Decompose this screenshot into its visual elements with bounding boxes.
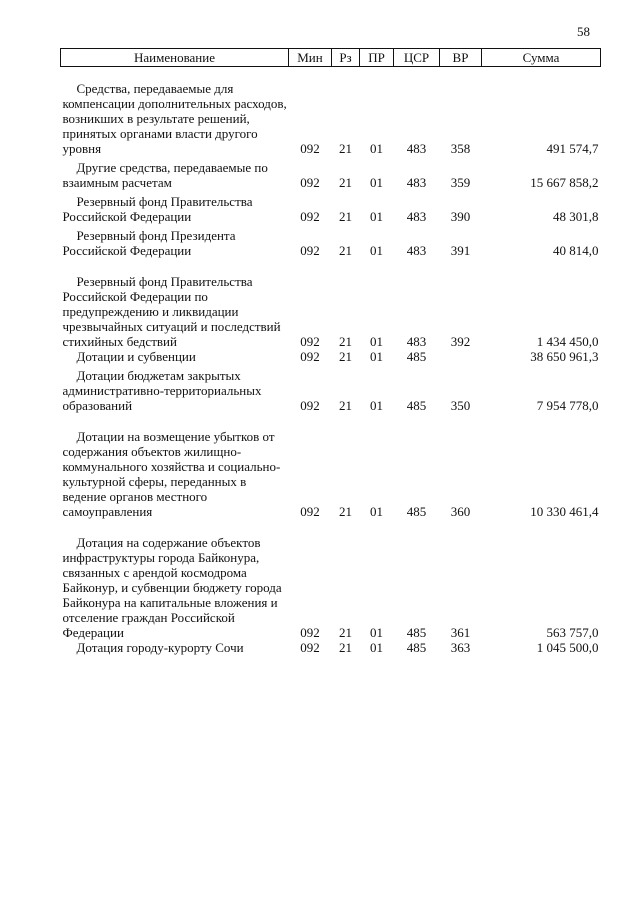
header-pr: ПР — [360, 49, 394, 67]
row-csr: 485 — [406, 504, 427, 519]
header-sum: Сумма — [482, 49, 601, 67]
row-rz: 21 — [339, 625, 352, 640]
row-name — [61, 519, 289, 640]
row-min: 092 — [300, 349, 320, 364]
row-name — [61, 640, 289, 655]
row-vr: 358 — [450, 141, 471, 156]
row-sum: 563 757,0 — [546, 625, 599, 640]
table-row — [61, 519, 601, 640]
row-pr: 01 — [370, 141, 383, 156]
row-vr: 391 — [450, 243, 471, 258]
row-min: 092 — [300, 640, 320, 655]
row-name — [61, 258, 289, 349]
row-sum: 48 301,8 — [553, 209, 599, 224]
row-rz: 21 — [339, 349, 352, 364]
row-pr: 01 — [370, 398, 383, 413]
row-csr: 483 — [406, 243, 427, 258]
row-min: 092 — [300, 209, 320, 224]
row-name — [61, 413, 289, 519]
row-rz: 21 — [339, 209, 352, 224]
row-rz: 21 — [339, 175, 352, 190]
table-row — [61, 67, 601, 157]
header-vr: ВР — [440, 49, 482, 67]
table-row — [61, 413, 601, 519]
row-name — [61, 156, 289, 190]
row-vr: 363 — [450, 640, 471, 655]
row-min: 092 — [300, 398, 320, 413]
table-row — [61, 349, 601, 364]
row-rz: 21 — [339, 504, 352, 519]
table-row — [61, 190, 601, 224]
row-sum: 15 667 858,2 — [530, 175, 599, 190]
table-row — [61, 640, 601, 655]
row-min: 092 — [300, 625, 320, 640]
row-rz: 21 — [339, 398, 352, 413]
row-name-text: Другие средства, передаваемые по взаимным расчетам — [62, 160, 268, 190]
row-csr: 483 — [406, 209, 427, 224]
row-vr — [440, 349, 482, 364]
row-sum: 491 574,7 — [546, 141, 599, 156]
table-header — [61, 49, 601, 67]
row-vr: 361 — [450, 625, 471, 640]
row-name-text: Дотация городу-курорту Сочи — [76, 640, 244, 655]
row-min: 092 — [300, 243, 320, 258]
row-min: 092 — [300, 175, 320, 190]
row-csr: 485 — [406, 398, 427, 413]
row-csr: 485 — [406, 349, 427, 364]
row-rz: 21 — [339, 141, 352, 156]
row-sum: 38 650 961,3 — [530, 349, 599, 364]
row-pr: 01 — [370, 334, 383, 349]
row-rz: 21 — [339, 334, 352, 349]
row-name-text: Резервный фонд Правительства Российской Федерации по предупреждению и ликвидации чрезвычайных ситуаций и последствий стихийных бедствий — [62, 274, 281, 349]
row-pr: 01 — [370, 209, 383, 224]
row-pr: 01 — [370, 349, 383, 364]
row-rz: 21 — [339, 640, 352, 655]
row-name — [61, 364, 289, 413]
row-vr: 390 — [450, 209, 471, 224]
row-csr: 483 — [406, 334, 427, 349]
row-csr: 483 — [406, 141, 427, 156]
row-name — [61, 349, 289, 364]
row-name-text: Дотации бюджетам закрытых административно-территориальных образований — [62, 368, 262, 413]
row-vr: 392 — [450, 334, 471, 349]
row-min: 092 — [300, 334, 320, 349]
table-row — [61, 258, 601, 349]
row-min: 092 — [300, 141, 320, 156]
header-rz: Рз — [332, 49, 360, 67]
row-rz: 21 — [339, 243, 352, 258]
row-name-text: Дотации и субвенции — [76, 349, 196, 364]
row-pr: 01 — [370, 640, 383, 655]
row-sum: 7 954 778,0 — [536, 398, 599, 413]
row-name-text: Дотации на возмещение убытков от содержания объектов жилищно-коммунального хозяйства и социально-культурной сферы, переданных в ведение органов местного самоуправления — [62, 429, 281, 519]
row-name-text: Резервный фонд Президента Российской Федерации — [62, 228, 236, 258]
row-sum: 40 814,0 — [553, 243, 599, 258]
row-name — [61, 190, 289, 224]
row-csr: 483 — [406, 175, 427, 190]
row-csr: 485 — [406, 640, 427, 655]
row-sum: 10 330 461,4 — [530, 504, 599, 519]
row-pr: 01 — [370, 625, 383, 640]
row-sum: 1 434 450,0 — [536, 334, 599, 349]
table-row — [61, 156, 601, 190]
row-name — [61, 224, 289, 258]
row-csr: 485 — [406, 625, 427, 640]
header-name: Наименование — [61, 49, 289, 67]
header-min: Мин — [289, 49, 332, 67]
page-number: 58 — [577, 24, 590, 39]
table-body — [61, 67, 601, 656]
budget-table — [60, 48, 601, 655]
row-vr: 350 — [450, 398, 471, 413]
row-name-text: Резервный фонд Правительства Российской Федерации — [62, 194, 253, 224]
budget-table-container — [60, 48, 600, 655]
row-pr: 01 — [370, 175, 383, 190]
row-pr: 01 — [370, 504, 383, 519]
row-name — [61, 67, 289, 157]
row-min: 092 — [300, 504, 320, 519]
table-row — [61, 364, 601, 413]
row-name-text: Средства, передаваемые для компенсации дополнительных расходов, возникших в результате решений, принятых органами власти другого уровня — [62, 81, 287, 156]
row-name-text: Дотация на содержание объектов инфраструктуры города Байконура, связанных с арендой космодрома Байконур, и субвенции бюджету города Байконура на капитальные вложения и отселение граждан Российской Федерации — [62, 535, 282, 640]
row-pr: 01 — [370, 243, 383, 258]
table-row — [61, 224, 601, 258]
row-sum: 1 045 500,0 — [536, 640, 599, 655]
row-vr: 360 — [450, 504, 471, 519]
header-csr: ЦСР — [394, 49, 440, 67]
row-vr: 359 — [450, 175, 471, 190]
